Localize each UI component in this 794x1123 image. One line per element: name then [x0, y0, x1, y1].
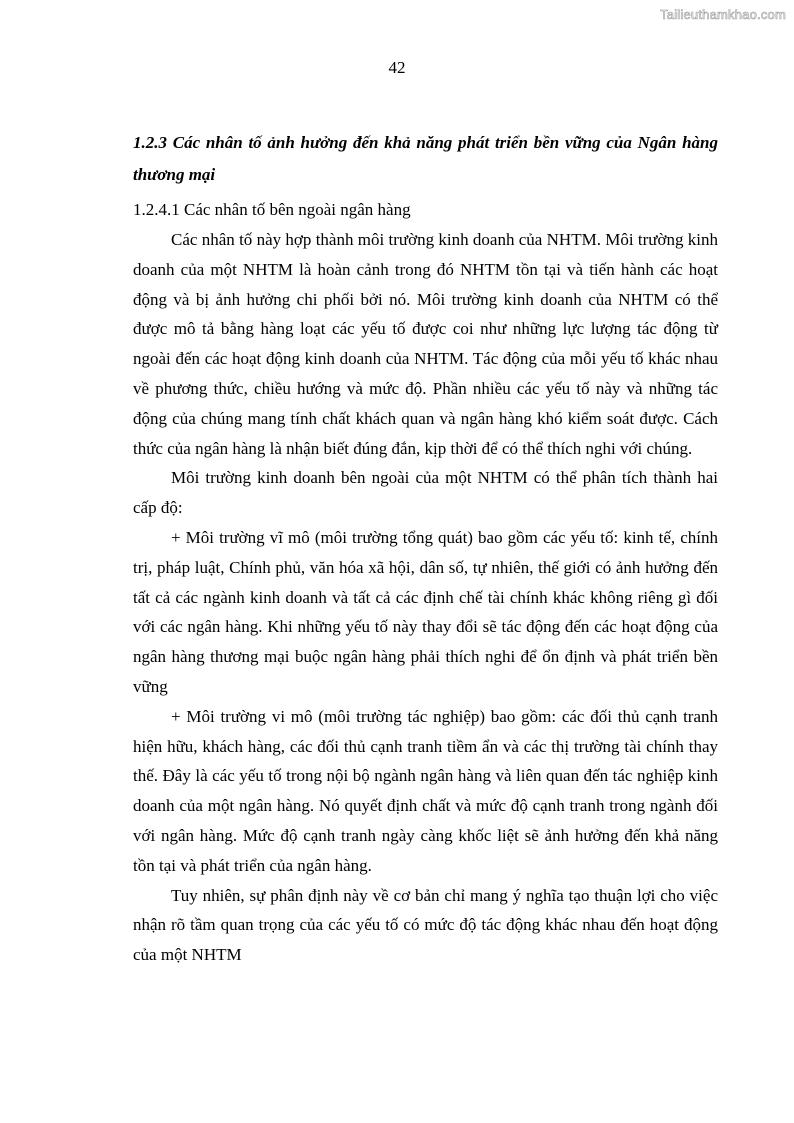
document-body	[133, 127, 718, 970]
paragraph-macro-environment: + Môi trường vĩ mô (môi trường tổng quát) bao gồm các yếu tố: kinh tế, chính trị, pháp luật, Chính phủ, văn hóa xã hội, dân số, tự nhiên, thế giới có ảnh hưởng đến tất cả các ngành kinh doanh và tất cả các định chế tài chính khác không riêng gì đối với các ngân hàng. Khi những yếu tố này thay đổi sẽ tác động đến các hoạt động của ngân hàng thương mại buộc ngân hàng phải thích nghi để ổn định và phát triển bền vững	[133, 527, 718, 696]
watermark: Tailieuthamkhao.com	[660, 7, 786, 22]
paragraph-levels: Môi trường kinh doanh bên ngoài của một NHTM có thể phân tích thành hai cấp độ:	[133, 468, 718, 518]
subsection-heading: 1.2.4.1 Các nhân tố bên ngoài ngân hàng	[133, 200, 411, 219]
page-number: 42	[388, 58, 406, 77]
paragraph-micro-environment: + Môi trường vi mô (môi trường tác nghiệp) bao gồm: các đối thủ cạnh tranh hiện hữu, khách hàng, các đối thủ cạnh tranh tiềm ẩn và các thị trường tài chính thay thế. Đây là các yếu tố trong nội bộ ngành ngân hàng và liên quan đến tác nghiệp kinh doanh của một ngân hàng. Nó quyết định chất và mức độ cạnh tranh trong ngành đối với ngân hàng. Mức độ cạnh tranh ngày càng khốc liệt sẽ ảnh hưởng đến khả năng tồn tại và phát triển của ngân hàng.	[133, 706, 718, 875]
paragraph-intro: Các nhân tố này hợp thành môi trường kinh doanh của NHTM. Môi trường kinh doanh của một NHTM là hoàn cảnh trong đó NHTM tồn tại và tiến hành các hoạt động và bị ảnh hưởng chi phối bởi nó. Môi trường kinh doanh của NHTM có thể được mô tả bằng hàng loạt các yếu tố được coi như những lực lượng tác động từ ngoài đến các hoạt động kinh doanh của NHTM. Tác động của mỗi yếu tố khác nhau về phương thức, chiều hướng và mức độ. Phần nhiều các yếu tố này và những tác động của chúng mang tính chất khách quan và ngân hàng khó kiểm soát được. Cách thức của ngân hàng là nhận biết đúng đắn, kịp thời để có thể thích nghi với chúng.	[133, 230, 718, 458]
paragraph-conclusion: Tuy nhiên, sự phân định này về cơ bản chỉ mang ý nghĩa tạo thuận lợi cho việc nhận rõ tầm quan trọng của các yếu tố có mức độ tác động khác nhau đến hoạt động của một NHTM	[133, 885, 718, 965]
section-heading: 1.2.3 Các nhân tố ảnh hưởng đến khả năng phát triển bền vững của Ngân hàng thương mại	[133, 133, 718, 184]
